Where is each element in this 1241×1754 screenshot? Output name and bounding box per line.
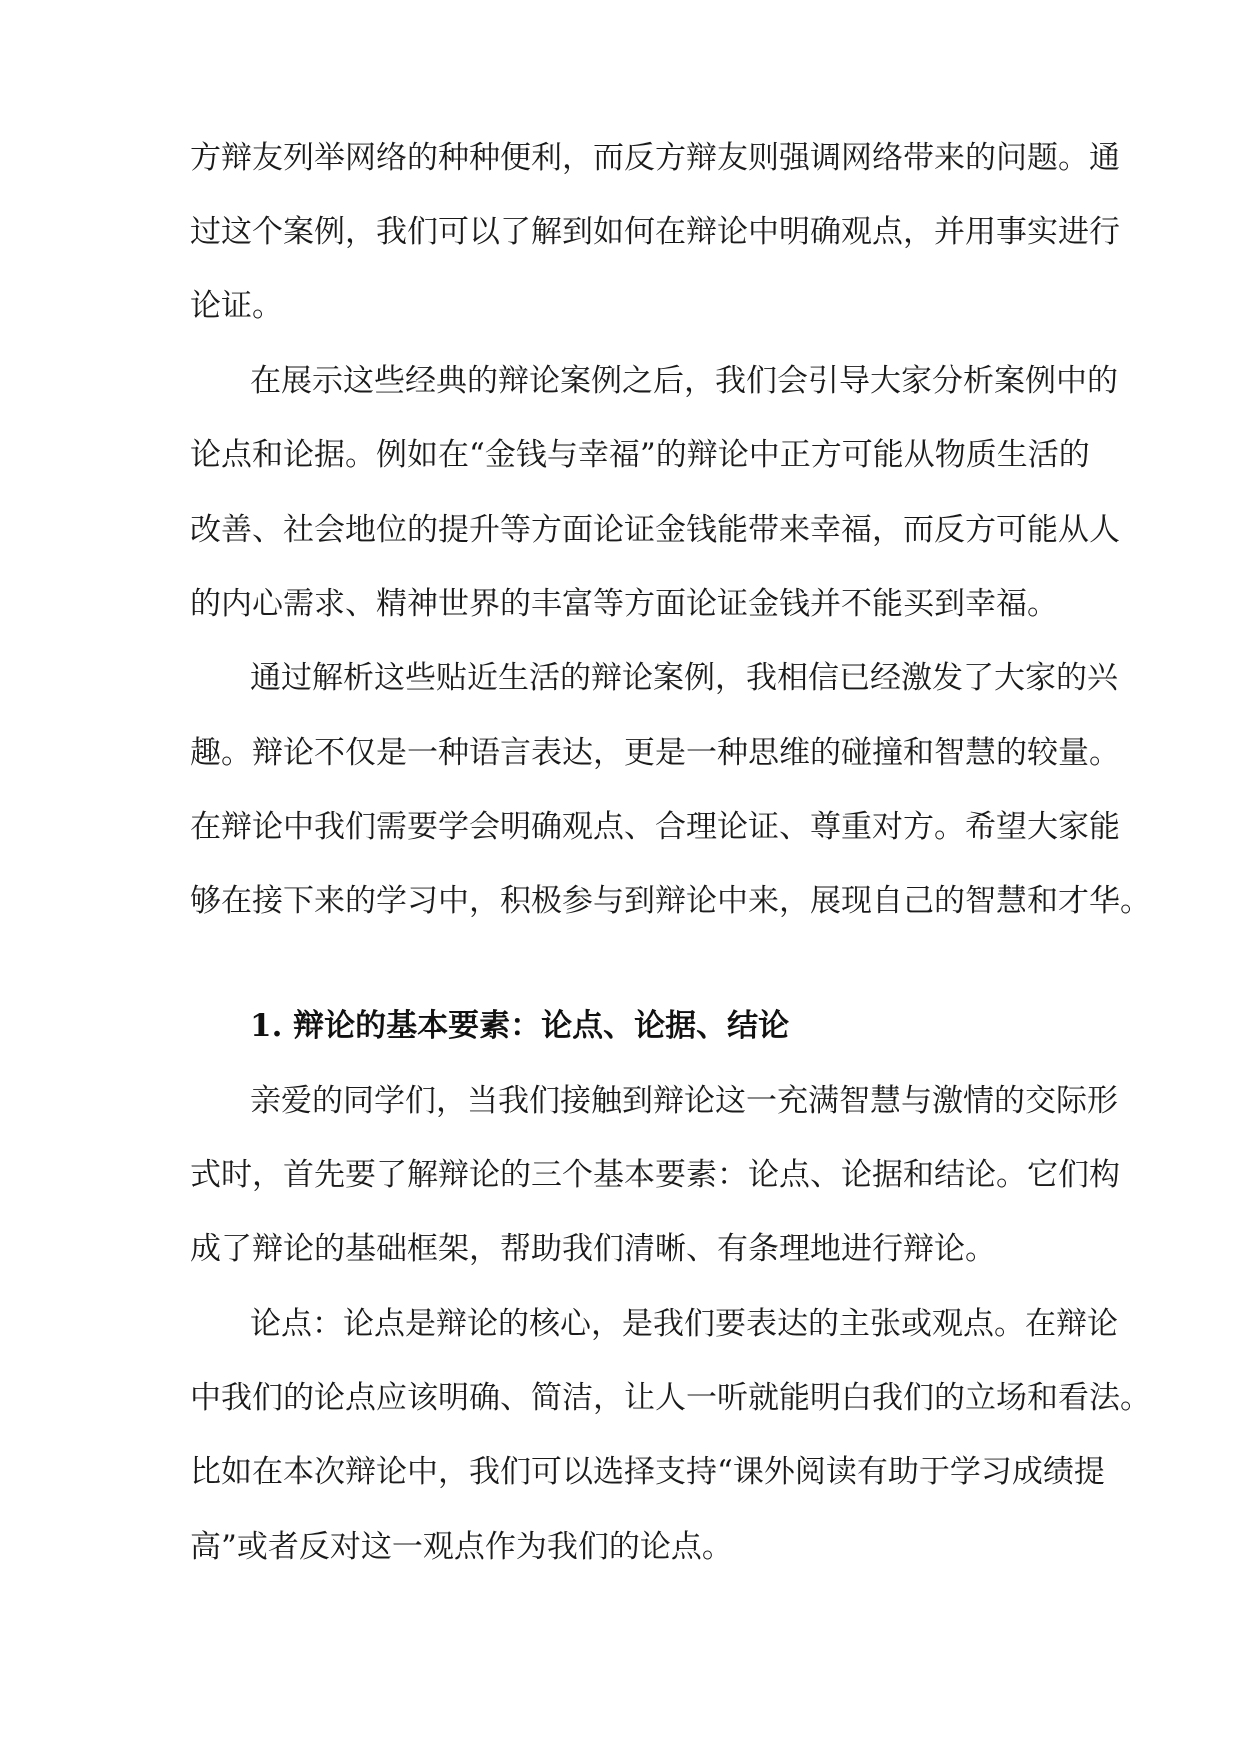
text-line: 趣。辩论不仅是一种语言表达，更是一种思维的碰撞和智慧的较量。 bbox=[190, 735, 1120, 771]
text-line: 中我们的论点应该明确、简洁，让人一听就能明白我们的立场和看法。 bbox=[190, 1380, 1151, 1416]
text-line: 论证。 bbox=[190, 288, 283, 324]
text-line: 式时，首先要了解辩论的三个基本要素：论点、论据和结论。它们构 bbox=[190, 1157, 1120, 1193]
text-line: 成了辩论的基础框架，帮助我们清晰、有条理地进行辩论。 bbox=[190, 1231, 996, 1267]
text-line: 比如在本次辩论中，我们可以选择支持“课外阅读有助于学习成绩提 bbox=[190, 1454, 1105, 1490]
text-line: 在展示这些经典的辩论案例之后，我们会引导大家分析案例中的 bbox=[250, 363, 1118, 399]
text-line: 够在接下来的学习中，积极参与到辩论中来，展现自己的智慧和才华。 bbox=[190, 883, 1151, 919]
text-line: 的内心需求、精神世界的丰富等方面论证金钱并不能买到幸福。 bbox=[190, 586, 1058, 622]
text-line: 在辩论中我们需要学会明确观点、合理论证、尊重对方。希望大家能 bbox=[190, 809, 1120, 845]
text-line: 通过解析这些贴近生活的辩论案例，我相信已经激发了大家的兴 bbox=[250, 660, 1118, 696]
text-line: 论点和论据。例如在“金钱与幸福”的辩论中正方可能从物质生活的 bbox=[190, 437, 1090, 473]
section-heading: 1. 辩论的基本要素：论点、论据、结论 bbox=[250, 1008, 790, 1044]
text-line: 论点：论点是辩论的核心，是我们要表达的主张或观点。在辩论 bbox=[250, 1306, 1118, 1342]
text-line: 过这个案例，我们可以了解到如何在辩论中明确观点，并用事实进行 bbox=[190, 214, 1120, 250]
text-line: 改善、社会地位的提升等方面论证金钱能带来幸福，而反方可能从人 bbox=[190, 512, 1120, 548]
text-line: 高”或者反对这一观点作为我们的论点。 bbox=[190, 1529, 733, 1565]
text-line: 方辩友列举网络的种种便利，而反方辩友则强调网络带来的问题。通 bbox=[190, 140, 1120, 176]
text-line: 亲爱的同学们，当我们接触到辩论这一充满智慧与激情的交际形 bbox=[250, 1083, 1118, 1119]
